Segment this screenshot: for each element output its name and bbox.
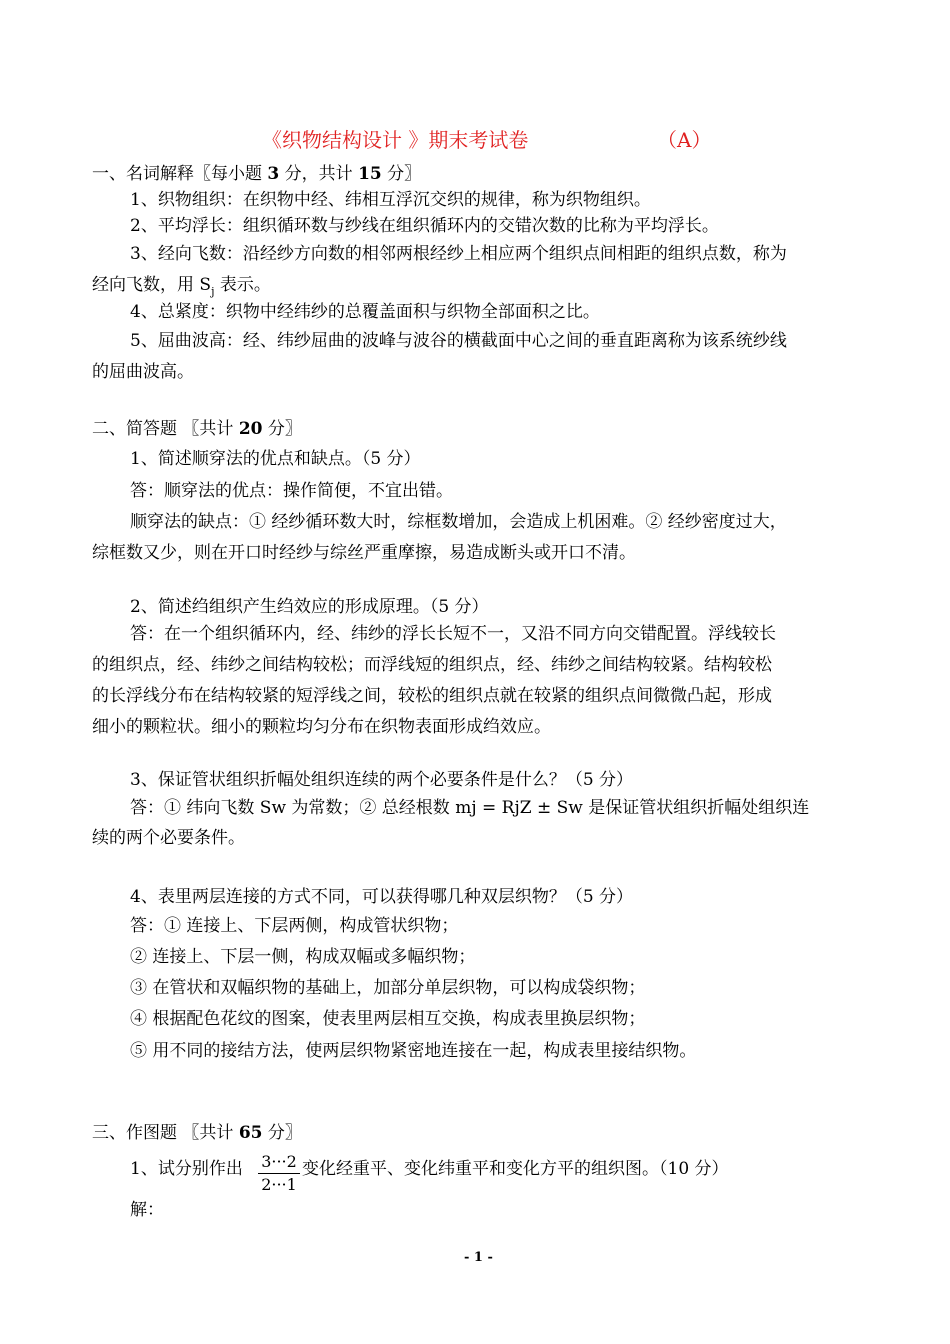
answer-2-1-line: 综框数又少，则在开口时经纱与综丝严重摩擦，易造成断头或开口不清。 [92, 543, 636, 563]
section-heading-2 [92, 418, 302, 440]
heading-text: 三、作图题 〖共计 [92, 1123, 239, 1143]
term-2: 2、平均浮长：组织循环数与纱线在组织循环内的交错次数的比称为平均浮长。 [130, 216, 719, 236]
section-total: 65 [238, 1123, 263, 1143]
answer-2-4: 答：① 连接上、下层两侧，构成管状织物； [130, 916, 459, 936]
answer-2-4-item: ③ 在管状和双幅织物的基础上，加部分单层织物，可以构成袋织物； [130, 978, 646, 998]
heading-text: 二、简答题 〖共计 [92, 419, 239, 439]
heading-text: 分〗 [262, 1123, 302, 1143]
answer-2-4-item: ② 连接上、下层一侧，构成双幅或多幅织物； [130, 947, 476, 967]
question-2-2: 2、简述绉组织产生绉效应的形成原理。（5 分） [130, 597, 489, 617]
answer-2-1: 答：顺穿法的优点：操作简便，不宜出错。 [130, 481, 453, 501]
section-heading-1 [92, 163, 421, 185]
answer-2-3-line: 续的两个必要条件。 [92, 828, 245, 848]
term-text: 经向飞数，用 S [92, 275, 212, 295]
page-number: - 1 - [464, 1250, 493, 1265]
question-2-1: 1、简述顺穿法的优点和缺点。（5 分） [130, 449, 421, 469]
term-1: 1、织物组织：在织物中经、纬相互浮沉交织的规律，称为织物组织。 [130, 190, 651, 210]
answer-2-2-line: 细小的颗粒状。细小的颗粒均匀分布在织物表面形成绉效应。 [92, 717, 551, 737]
fraction [258, 1152, 300, 1195]
term-text: 表示。 [214, 275, 271, 295]
answer-label: 解： [130, 1200, 164, 1220]
page-title: 《织物结构设计 》期末考试卷 [262, 128, 529, 152]
answer-2-3: 答：① 纬向飞数 Sw 为常数；② 总经根数 mj = RjZ ± Sw 是保证管状组织折幅处组织连 [130, 798, 810, 818]
question-2-3: 3、保证管状组织折幅处组织连续的两个必要条件是什么？（5 分） [130, 770, 634, 790]
subscript: j [211, 285, 215, 298]
answer-2-4-item: ⑤ 用不同的接结方法，使两层织物紧密地连接在一起，构成表里接结织物。 [130, 1041, 697, 1061]
fraction-numerator: 3···2 [261, 1152, 297, 1171]
answer-2-2: 答：在一个组织循环内，经、纬纱的浮长长短不一，又沿不同方向交错配置。浮线较长 [130, 624, 776, 644]
paper-version: （A） [657, 128, 712, 152]
section-total: 15 [358, 164, 382, 184]
section-heading-3 [92, 1122, 302, 1144]
answer-2-1-line: 顺穿法的缺点：① 经纱循环数大时，综框数增加，会造成上机困难。② 经纱密度过大， [130, 512, 787, 532]
answer-2-2-line: 的组织点，经、纬纱之间结构较松；而浮线短的组织点，经、纬纱之间结构较紧。结构较松 [92, 655, 772, 675]
heading-text: 分，共计 [279, 164, 359, 184]
term-4: 4、总紧度：织物中经纬纱的总覆盖面积与织物全部面积之比。 [130, 302, 600, 322]
question-3-1-suffix: 变化经重平、变化纬重平和变化方平的组织图。（10 分） [302, 1159, 729, 1179]
answer-2-4-item: ④ 根据配色花纹的图案，使表里两层相互交换，构成表里换层织物； [130, 1009, 646, 1029]
term-5-cont: 的屈曲波高。 [92, 362, 194, 382]
heading-text: 分〗 [381, 164, 422, 184]
fraction-denominator: 2···1 [261, 1175, 297, 1194]
heading-text: 分〗 [262, 419, 302, 439]
fraction-bar [258, 1173, 300, 1174]
question-2-4: 4、表里两层连接的方式不同，可以获得哪几种双层织物？（5 分） [130, 887, 634, 907]
term-5: 5、屈曲波高：经、纬纱屈曲的波峰与波谷的横截面中心之间的垂直距离称为该系统纱线 [130, 331, 787, 351]
heading-text: 一、名词解释〖每小题 [92, 164, 268, 184]
per-score: 3 [267, 164, 280, 184]
section-total: 20 [238, 419, 263, 439]
term-3-cont [92, 274, 271, 298]
answer-2-2-line: 的长浮线分布在结构较紧的短浮线之间，较松的组织点就在较紧的组织点间微微凸起，形成 [92, 686, 772, 706]
term-3: 3、经向飞数：沿经纱方向数的相邻两根经纱上相应两个组织点间相距的组织点数，称为 [130, 244, 787, 264]
question-3-1-prefix: 1、试分别作出 [130, 1159, 243, 1179]
